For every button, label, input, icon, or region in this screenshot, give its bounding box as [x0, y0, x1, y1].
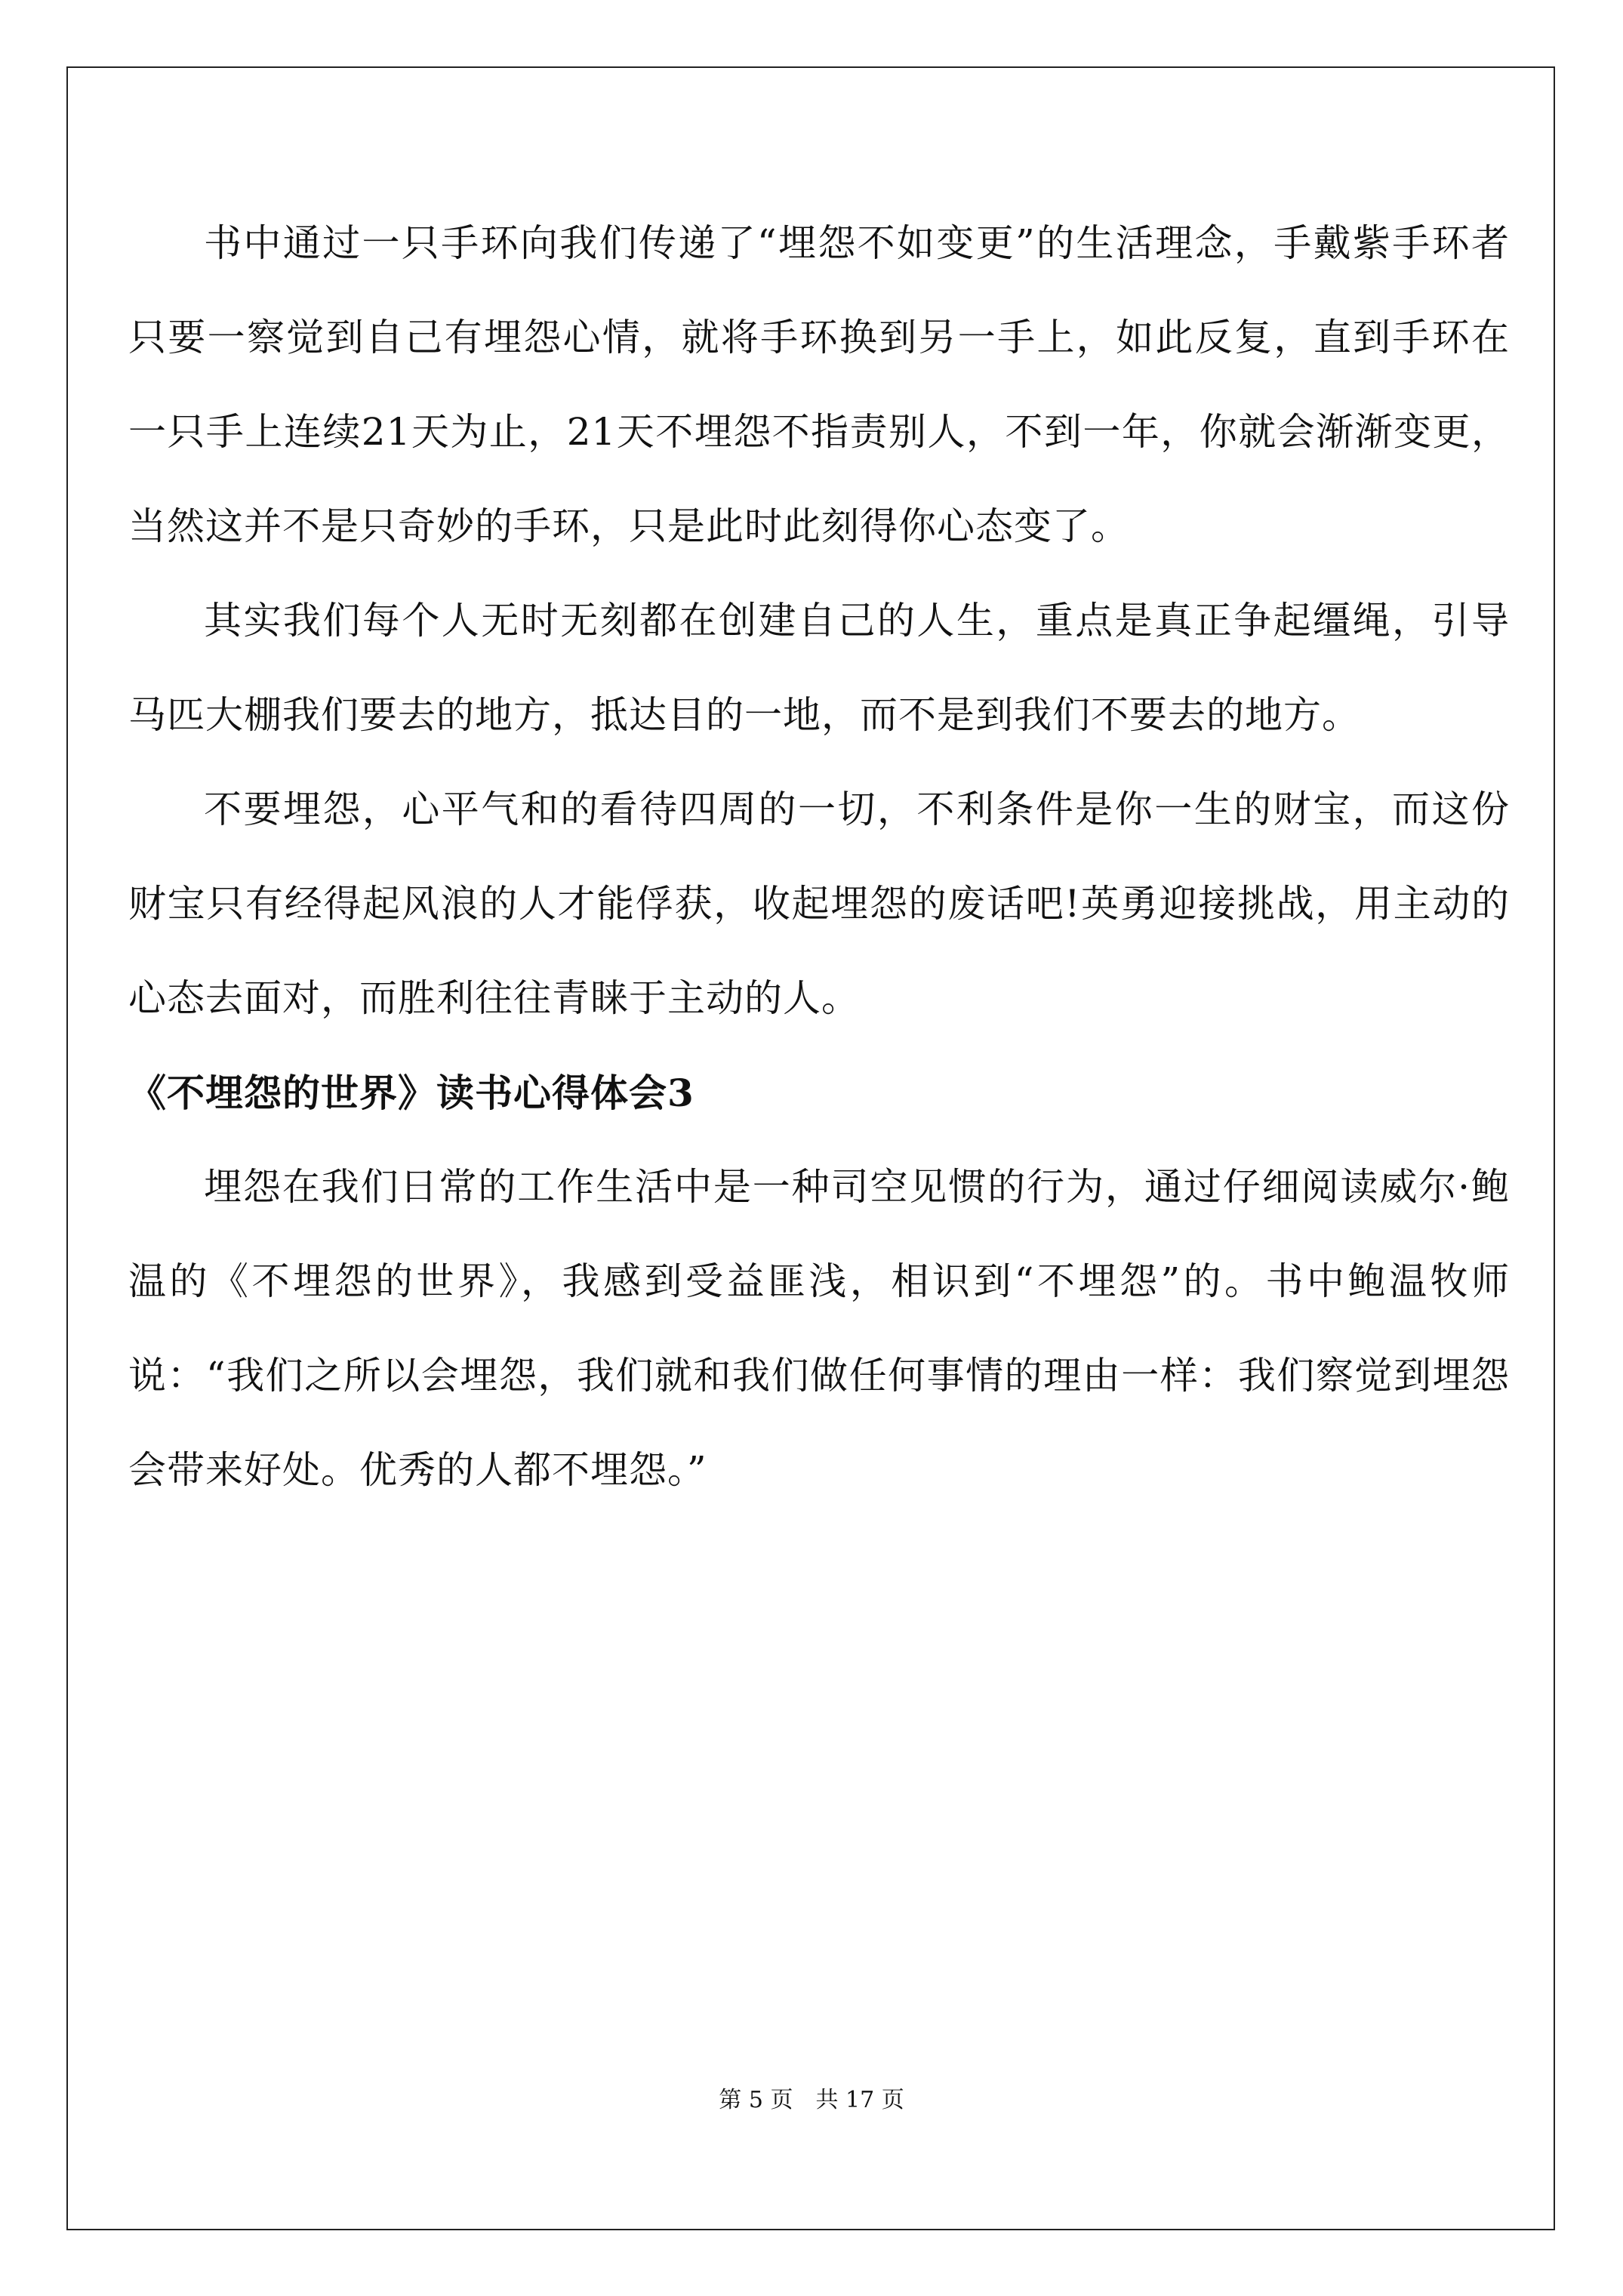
document-body	[128, 196, 1510, 1518]
paragraph: 其实我们每个人无时无刻都在创建自己的人生，重点是真正争起缰绳，引导马匹大棚我们要去的地方，抵达目的一地，而不是到我们不要去的地方。	[128, 599, 1510, 737]
page-number: 第 5 页 共 17 页	[719, 2087, 904, 2113]
paragraph: 埋怨在我们日常的工作生活中是一种司空见惯的行为，通过仔细阅读威尔·鲍温的《不埋怨的世界》，我感到受益匪浅，相识到“不埋怨”的。书中鲍温牧师说：“我们之所以会埋怨，我们就和我们做任何事情的理由一样：我们察觉到埋怨会带来好处。优秀的人都不埋怨。”	[128, 1165, 1510, 1492]
paragraph: 书中通过一只手环向我们传递了“埋怨不如变更”的生活理念，手戴紫手环者只要一察觉到自己有埋怨心情，就将手环换到另一手上，如此反复，直到手环在一只手上连续21天为止，21天不埋怨不指责别人，不到一年，你就会渐渐变更，当然这并不是只奇妙的手环，只是此时此刻得你心态变了。	[128, 221, 1510, 548]
section-heading: 《不埋怨的世界》读书心得体会3	[128, 1071, 694, 1115]
paragraph: 不要埋怨，心平气和的看待四周的一切，不利条件是你一生的财宝，而这份财宝只有经得起风浪的人才能俘获，收起埋怨的废话吧!英勇迎接挑战，用主动的心态去面对，而胜利往往青睐于主动的人。	[128, 787, 1510, 1020]
